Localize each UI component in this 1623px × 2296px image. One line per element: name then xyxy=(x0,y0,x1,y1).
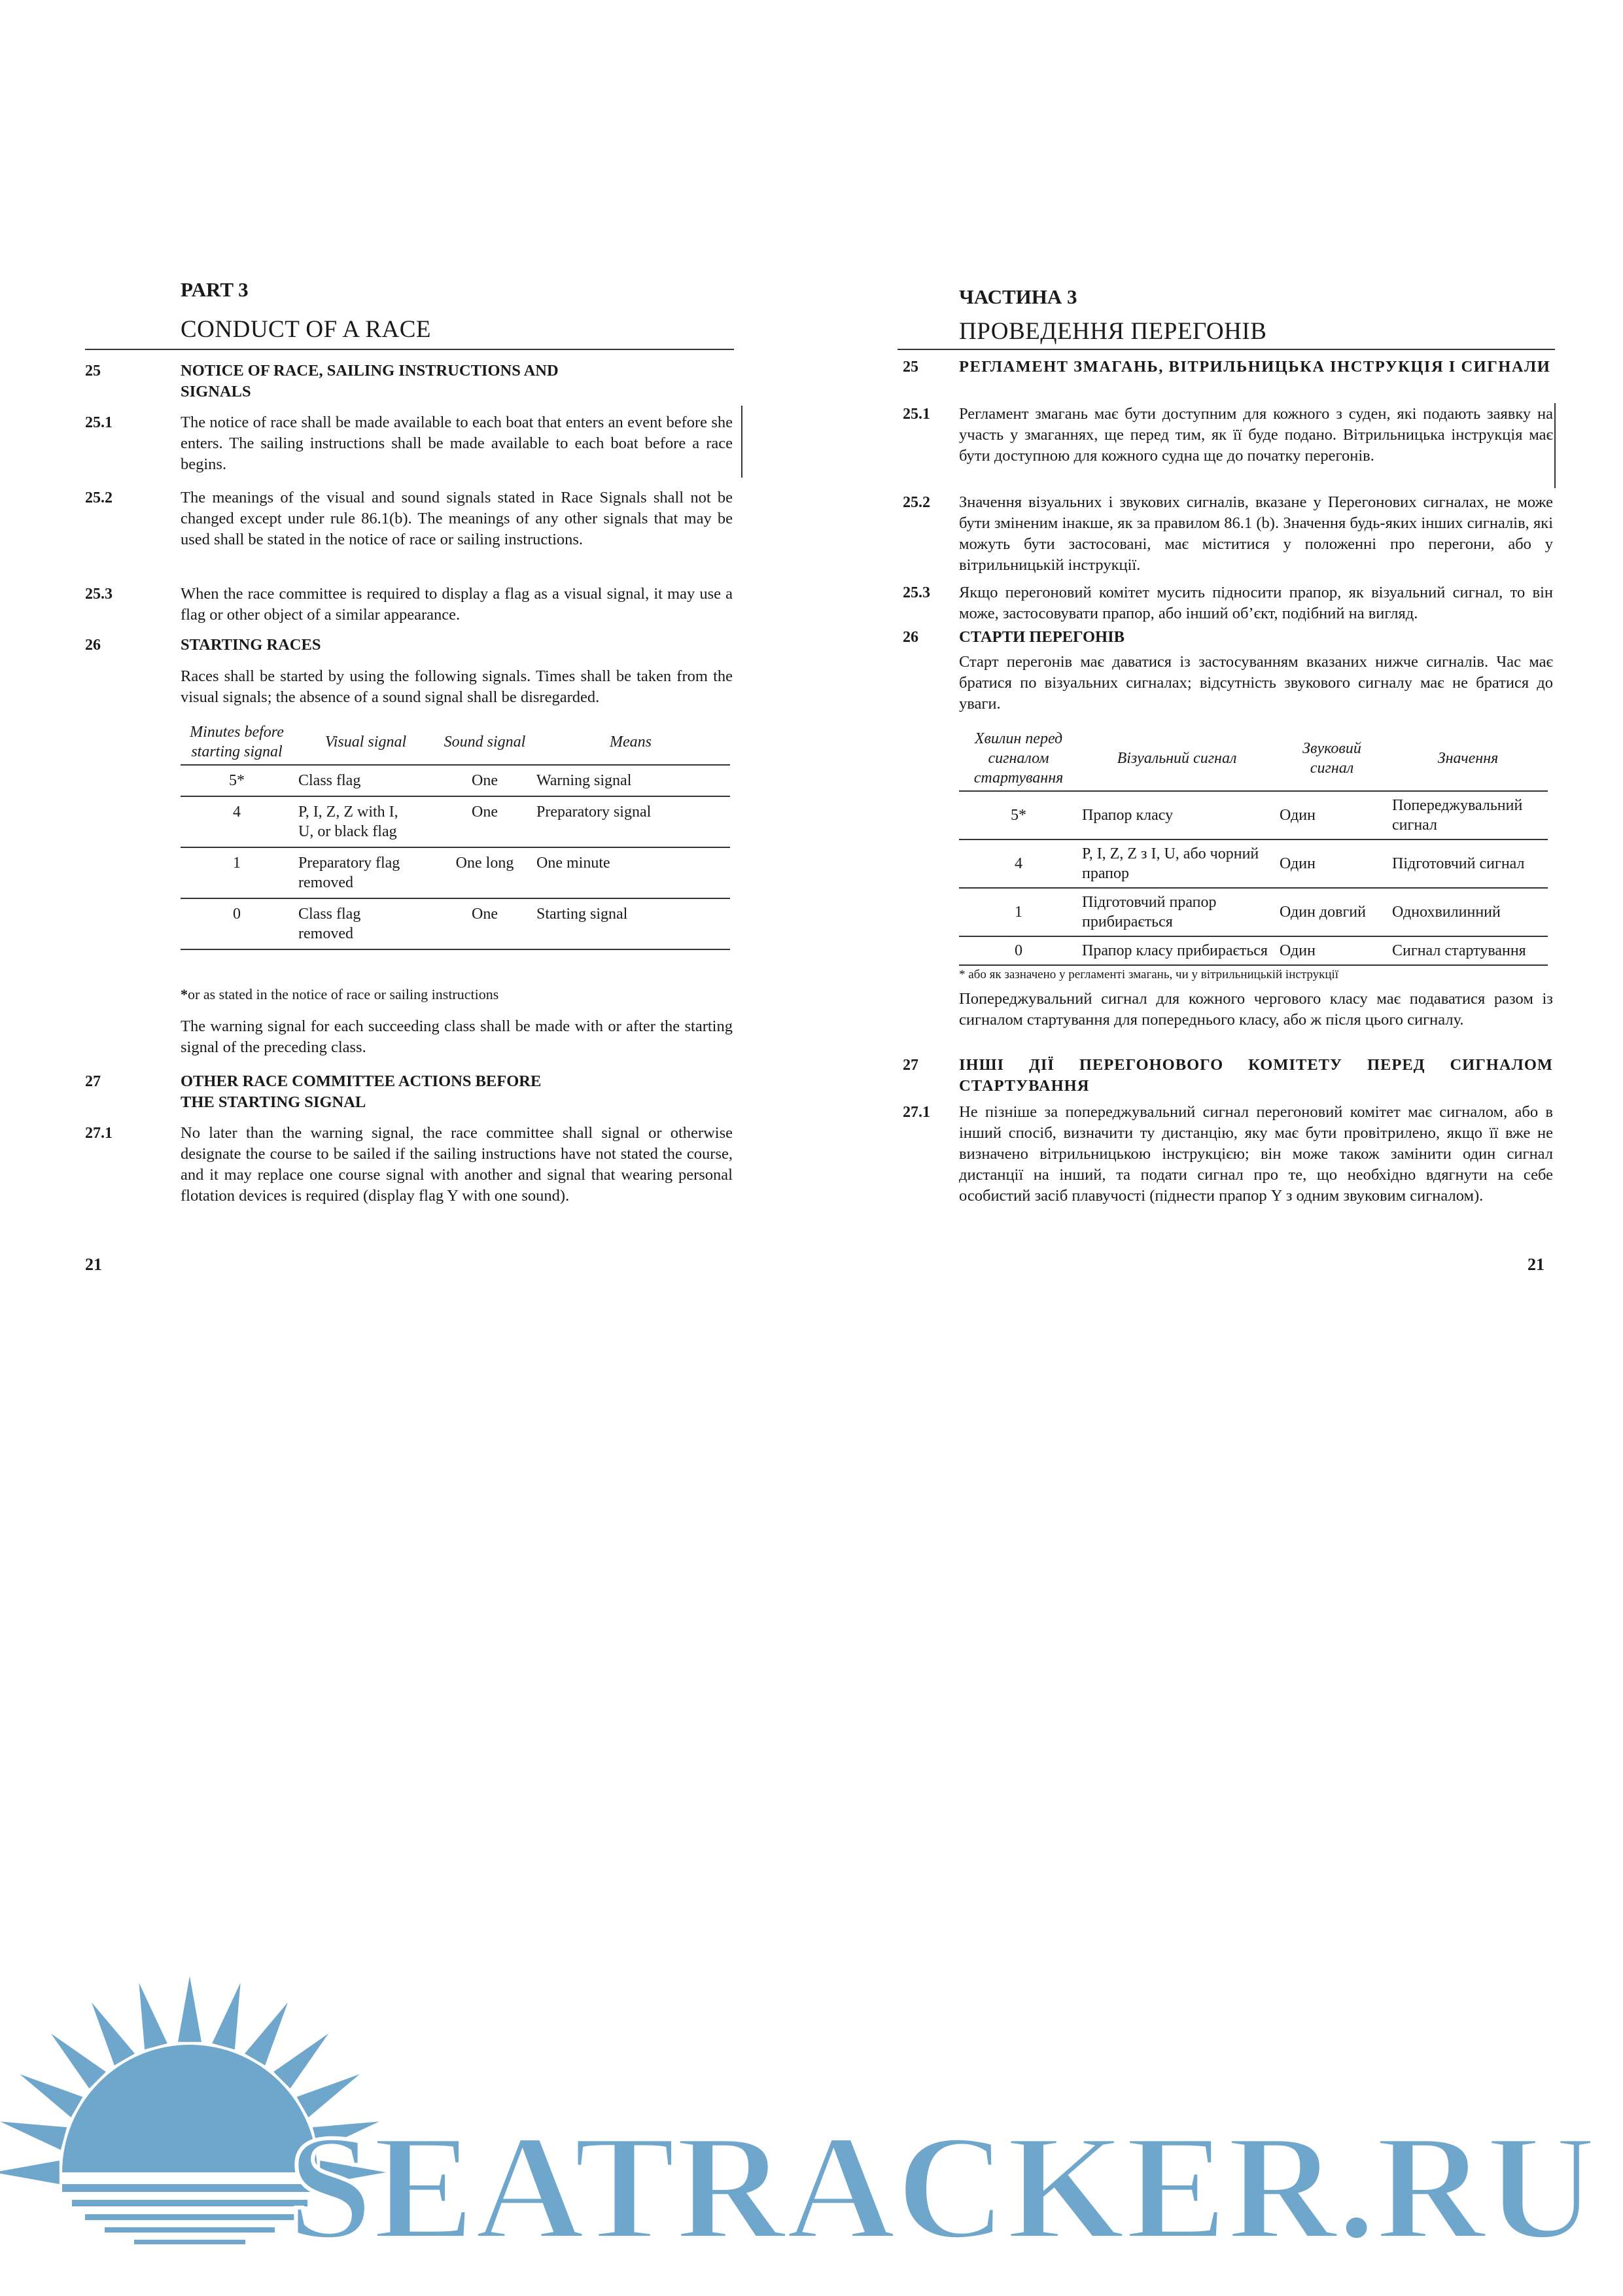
col-means: Means xyxy=(531,720,730,765)
ukrainian-column xyxy=(898,0,1553,1309)
col-minutes: Хвилин перед сигналом стартування xyxy=(959,726,1078,791)
rule-heading: STARTING RACES xyxy=(181,636,321,654)
rule-text: Не пізніше за попереджувальний сигнал перегоновий комітет має сигналом, або в інший спосіб, визначити ту дистанцію, яку має бути провітрилено, якщо її вже не визначено вітрильницькою інструкцією; він може також замінити один сигнал дистанції на інший, та подати сигнал про те, що необхідно вдягнути на себе особистий засіб плавучості (піднести прапор Y з одним звуковим сигналом). xyxy=(959,1103,1553,1205)
cell-visual: Прапор класу xyxy=(1078,791,1276,839)
rule-number: 25.2 xyxy=(85,489,113,506)
col-minutes: Minutes before starting signal xyxy=(181,720,293,765)
cell-minutes: 0 xyxy=(959,936,1078,965)
table-row xyxy=(959,839,1548,888)
cell-means: Однохвилинний xyxy=(1388,888,1548,936)
cell-visual: Прапор класу прибирається xyxy=(1078,936,1276,965)
rule-heading: СТАРТИ ПЕРЕГОНІВ xyxy=(959,628,1125,646)
page-number: 21 xyxy=(1527,1255,1544,1274)
rule-number: 25 xyxy=(903,359,918,376)
cell-minutes: 5* xyxy=(181,765,293,796)
table-row xyxy=(181,847,730,898)
col-visual: Visual signal xyxy=(293,720,438,765)
cell-visual: P, I, Z, Z з I, U, або чорний прапор xyxy=(1078,839,1276,888)
col-means: Значення xyxy=(1388,726,1548,791)
cell-means: Starting signal xyxy=(531,898,730,949)
cell-minutes: 0 xyxy=(181,898,293,949)
rule-text: Регламент змагань має бути доступним для кожного з суден, які подають заявку на участь у змаганнях, ще перед тим, як її буде подано. Вітрильницька інструкція має бути доступною для кожного судна ще до початку перегонів. xyxy=(959,405,1553,465)
rule-number: 25.3 xyxy=(85,586,113,603)
rule-number: 25.2 xyxy=(903,494,930,511)
rule-number: 27.1 xyxy=(903,1104,930,1121)
rule-number: 25.3 xyxy=(903,584,930,601)
part-number: PART 3 xyxy=(181,278,249,301)
footnote-text: or as stated in the notice of race or sailing instructions xyxy=(188,986,499,1002)
col-visual: Візуальний сигнал xyxy=(1078,726,1276,791)
page-number: 21 xyxy=(85,1255,102,1274)
cell-visual: Class flag xyxy=(293,765,438,796)
rule-number: 25.1 xyxy=(903,406,930,423)
change-bar xyxy=(1554,403,1556,488)
rule-text: Значення візуальних і звукових сигналів, вказане у Перегонових сигналах, не може бути зміненим інакше, як за правилом 86.1 (b). Значення будь-яких інших сигналів, які можуть бути застосовані, має міститися у положенні про перегони, або у вітрильницькій інструкції. xyxy=(959,493,1553,574)
rule-text: When the race committee is required to display a flag as a visual signal, it may use a flag or other object of a similar appearance. xyxy=(181,585,733,624)
seatracker-watermark xyxy=(0,1976,1623,2296)
rule-heading: РЕГЛАМЕНТ ЗМАГАНЬ, ВІТРИЛЬНИЦЬКА ІНСТРУКЦІЯ І СИГНАЛИ xyxy=(959,358,1551,376)
starting-signals-table xyxy=(181,720,730,950)
rule-text: Якщо перегоновий комітет мусить підносити прапор, як візуальний сигнал, то він може, застосовувати прапор, або інший об’єкт, подібний на вигляд. xyxy=(959,584,1553,622)
part-title: ПРОВЕДЕННЯ ПЕРЕГОНІВ xyxy=(959,318,1267,345)
rule-number: 27.1 xyxy=(85,1125,113,1142)
table-row xyxy=(959,936,1548,965)
table-row xyxy=(181,765,730,796)
cell-sound: Один довгий xyxy=(1276,888,1388,936)
rule-text: Races shall be started by using the following signals. Times shall be taken from the visual signals; the absence of a sound signal shall be disregarded. xyxy=(181,667,733,706)
rule-heading: NOTICE OF RACE, SAILING INSTRUCTIONS AND SIGNALS xyxy=(181,362,559,400)
cell-means: One minute xyxy=(531,847,730,898)
rule-heading: OTHER RACE COMMITTEE ACTIONS BEFORE THE STARTING SIGNAL xyxy=(181,1072,542,1111)
rule-number: 27 xyxy=(85,1073,101,1090)
cell-sound: One xyxy=(438,796,531,847)
rule-number: 26 xyxy=(85,637,101,654)
table-row xyxy=(959,888,1548,936)
title-rule xyxy=(898,349,1555,350)
rule-text: Попереджувальний сигнал для кожного чергового класу має подаватися разом із сигналом стартування для попереднього класу, або ж після цього сигналу. xyxy=(959,990,1553,1029)
change-bar xyxy=(741,406,742,478)
cell-sound: Один xyxy=(1276,791,1388,839)
cell-means: Warning signal xyxy=(531,765,730,796)
table-row xyxy=(959,791,1548,839)
cell-visual: Preparatory flag removed xyxy=(293,847,438,898)
cell-minutes: 1 xyxy=(959,888,1078,936)
col-sound: Sound signal xyxy=(438,720,531,765)
footnote-star: * xyxy=(181,986,188,1002)
rule-heading: ІНШІ ДІЇ ПЕРЕГОНОВОГО КОМІТЕТУ ПЕРЕД СИГНАЛОМ СТАРТУВАННЯ xyxy=(959,1056,1553,1095)
cell-visual: Підготовчий прапор прибирається xyxy=(1078,888,1276,936)
cell-minutes: 4 xyxy=(181,796,293,847)
cell-sound: Один xyxy=(1276,839,1388,888)
cell-means: Preparatory signal xyxy=(531,796,730,847)
rule-text: Старт перегонів має даватися із застосуванням вказаних нижче сигналів. Час має братися по візуальних сигналах; відсутність звукового сигналу має не братися до уваги. xyxy=(959,653,1553,713)
table-row xyxy=(181,796,730,847)
col-sound: Звуковий сигнал xyxy=(1276,726,1388,791)
rule-number: 25.1 xyxy=(85,414,113,431)
cell-minutes: 4 xyxy=(959,839,1078,888)
table-header-row xyxy=(959,726,1548,791)
rule-text: The warning signal for each succeeding class shall be made with or after the starting signal of the preceding class. xyxy=(181,1017,733,1056)
table-row xyxy=(181,898,730,949)
cell-minutes: 1 xyxy=(181,847,293,898)
cell-sound: Один xyxy=(1276,936,1388,965)
cell-means: Попереджувальний сигнал xyxy=(1388,791,1548,839)
cell-sound: One xyxy=(438,765,531,796)
rule-text: The meanings of the visual and sound signals stated in Race Signals shall not be changed except under rule 86.1(b). The meanings of any other signals that may be used shall be stated in the notice of race or sailing instructions. xyxy=(181,489,733,548)
table-header-row xyxy=(181,720,730,765)
rule-text: No later than the warning signal, the race committee shall signal or otherwise designate the course to be sailed if the sailing instructions have not stated the course, and it may replace one course signal with another and signal that wearing personal flotation devices is required (display flag Y with one sound). xyxy=(181,1124,733,1205)
cell-minutes: 5* xyxy=(959,791,1078,839)
watermark-text: SEATRACKER.RU xyxy=(288,2104,1596,2270)
cell-sound: One xyxy=(438,898,531,949)
rule-number: 27 xyxy=(903,1057,918,1074)
starting-signals-table xyxy=(959,726,1548,966)
cell-means: Сигнал стартування xyxy=(1388,936,1548,965)
cell-sound: One long xyxy=(438,847,531,898)
english-column xyxy=(85,0,733,1309)
part-number: ЧАСТИНА 3 xyxy=(959,285,1077,308)
rule-text: The notice of race shall be made available to each boat that enters an event before she enters. The sailing instructions shall be made available to each boat before a race begins. xyxy=(181,414,733,473)
cell-means: Підготовчий сигнал xyxy=(1388,839,1548,888)
rule-number: 25 xyxy=(85,362,101,380)
title-rule xyxy=(85,349,734,350)
part-title: CONDUCT OF A RACE xyxy=(181,316,432,343)
cell-visual: Class flag removed xyxy=(293,898,438,949)
rule-number: 26 xyxy=(903,629,918,646)
footnote-text: * або як зазначено у регламенті змагань, чи у вітрильницькій інструкції xyxy=(959,968,1339,981)
cell-visual: P, I, Z, Z with I, U, or black flag xyxy=(293,796,438,847)
